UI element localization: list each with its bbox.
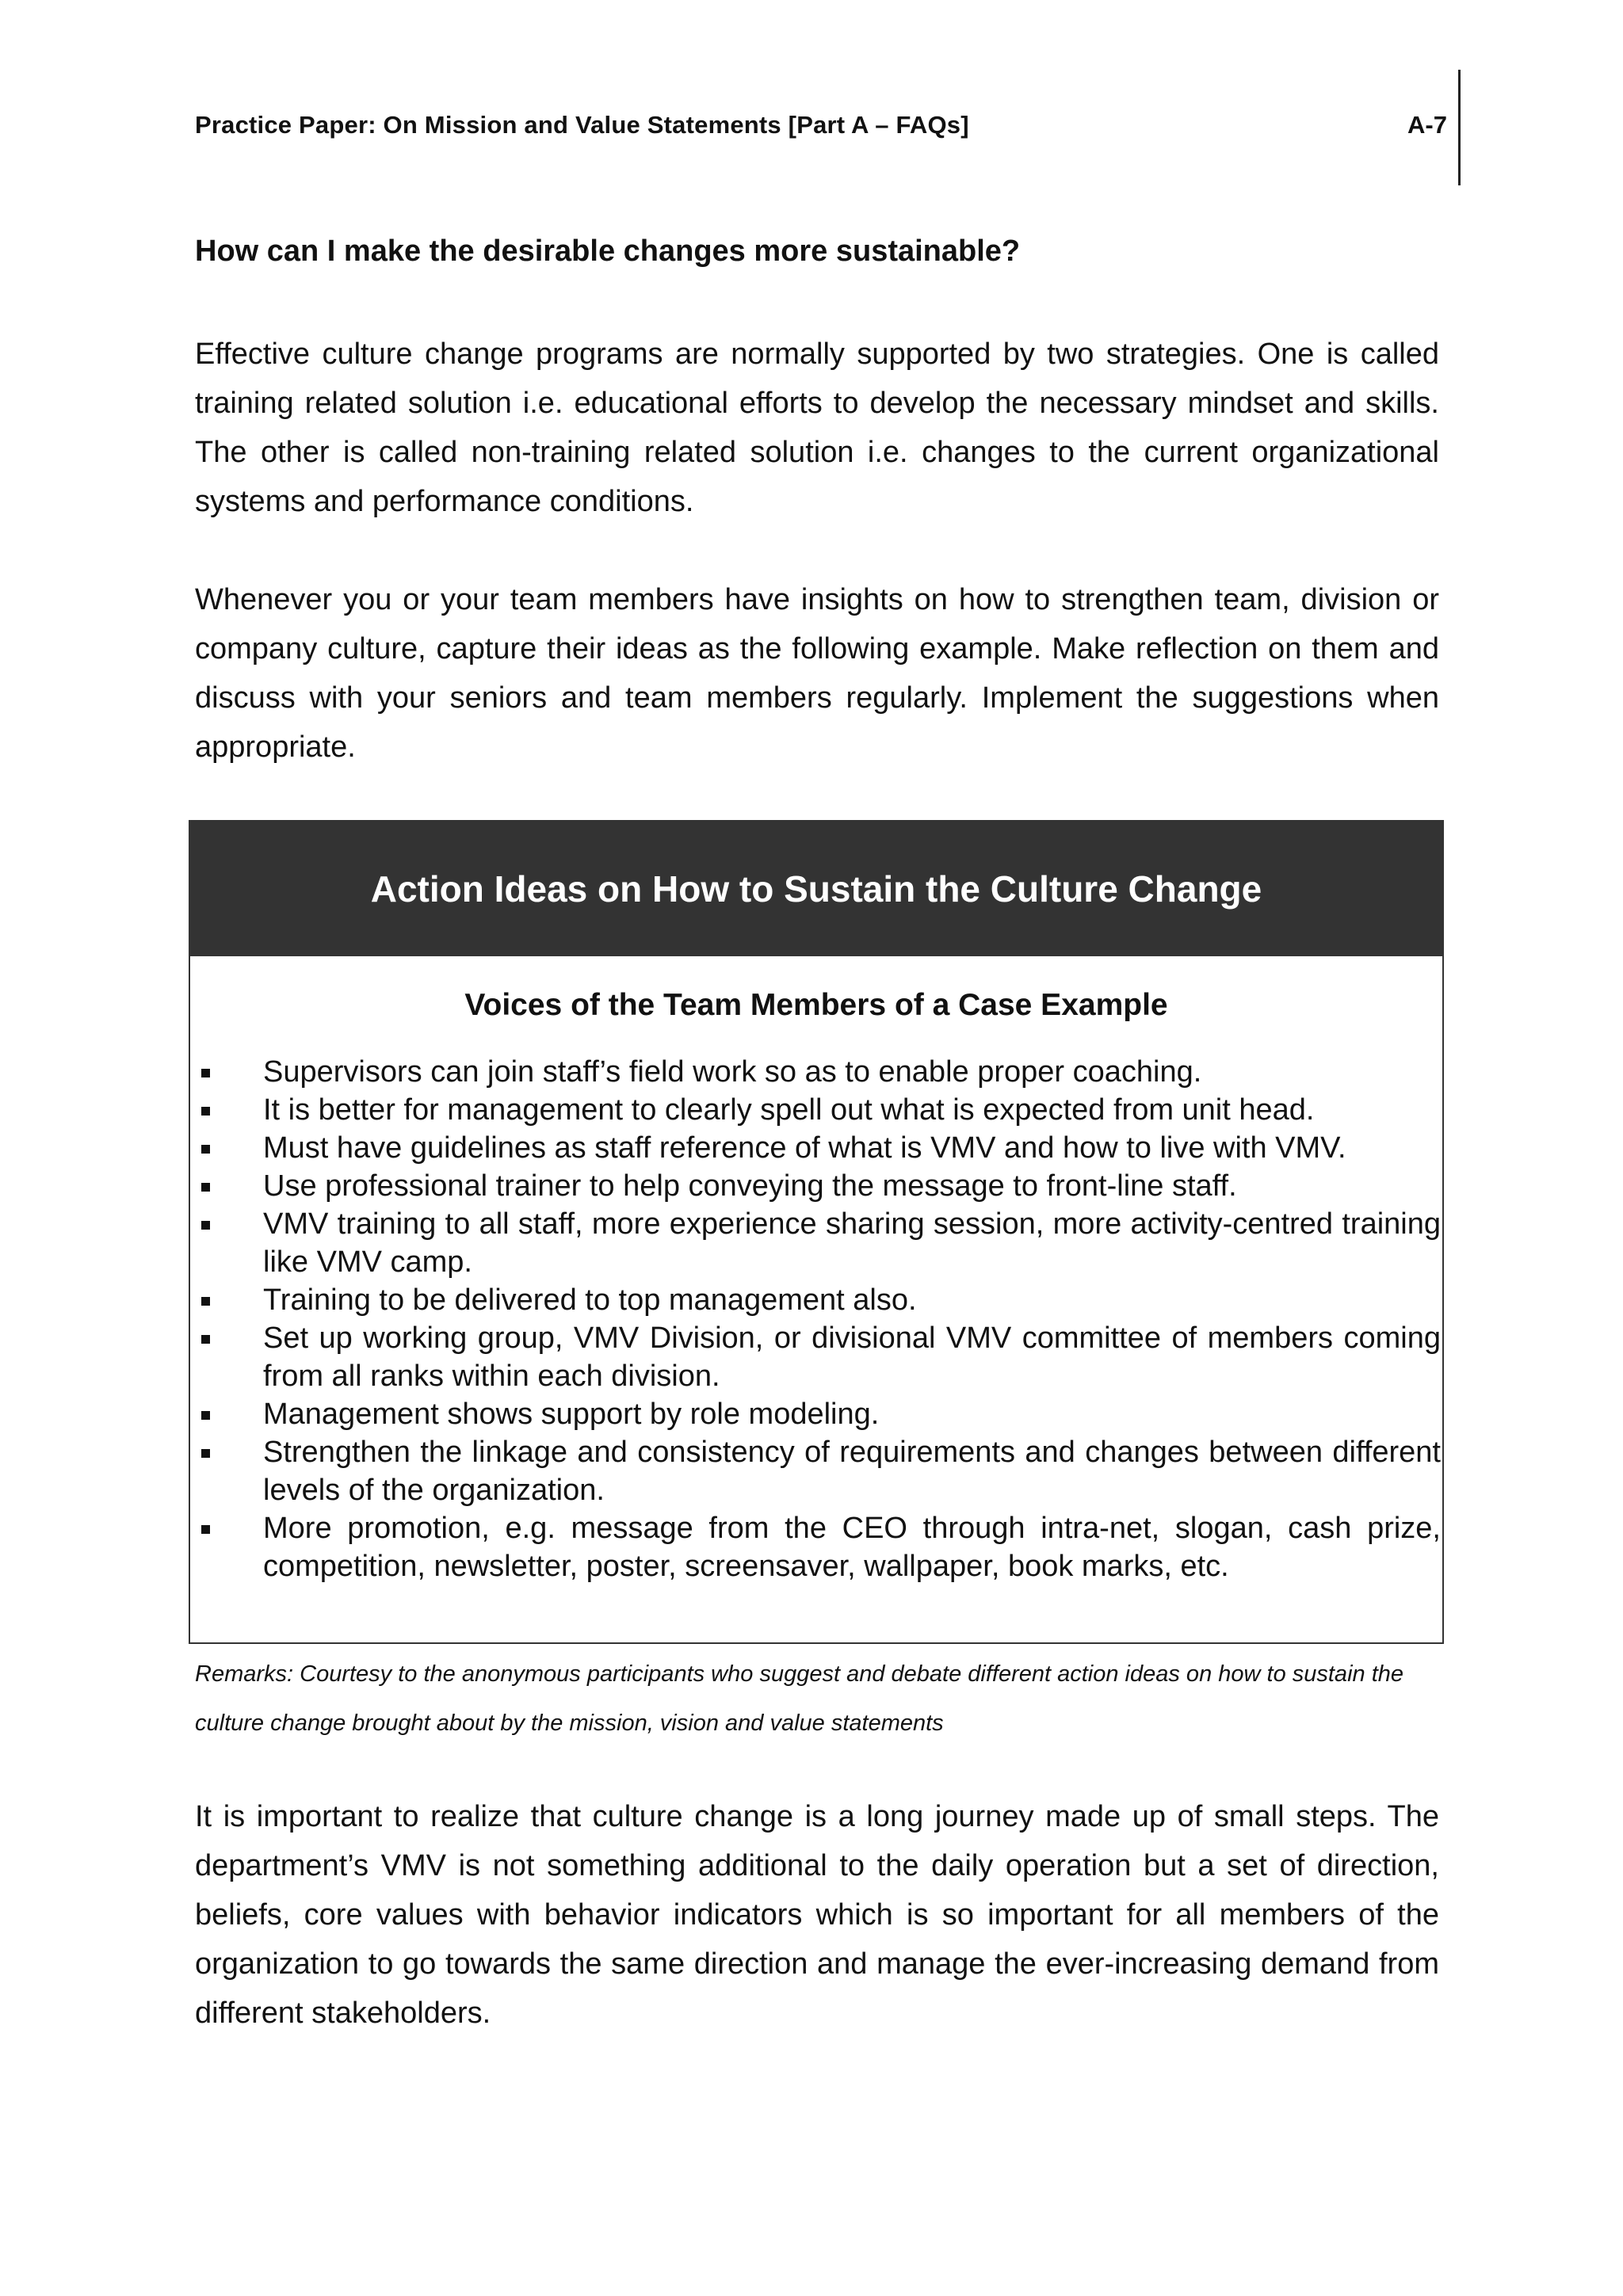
action-ideas-list: [190, 1053, 1442, 1585]
square-bullet-icon: [201, 1069, 210, 1077]
square-bullet-icon: [201, 1411, 210, 1420]
running-header-title: Practice Paper: On Mission and Value Statements [Part A – FAQs]: [195, 111, 969, 139]
list-item: [190, 1319, 1442, 1395]
action-ideas-box-subtitle: Voices of the Team Members of a Case Example: [464, 988, 1168, 1022]
list-item-text: Training to be delivered to top management also.: [263, 1283, 917, 1317]
paragraph-strategies: Effective culture change programs are normally supported by two strategies. One is called training related solution i.e. educational efforts to develop the necessary mindset and skills. The other is called non-training related solution i.e. changes to the current organizational systems and performance conditions.: [195, 338, 1439, 518]
list-item: [190, 1281, 1442, 1319]
list-item: [190, 1433, 1442, 1509]
list-item-text: Set up working group, VMV Division, or divisional VMV committee of members coming from all ranks within each division.: [263, 1322, 1441, 1393]
list-item: [190, 1091, 1442, 1129]
square-bullet-icon: [201, 1525, 210, 1534]
square-bullet-icon: [201, 1145, 210, 1154]
square-bullet-icon: [201, 1183, 210, 1192]
square-bullet-icon: [201, 1335, 210, 1344]
square-bullet-icon: [201, 1107, 210, 1116]
paragraph-conclusion: It is important to realize that culture change is a long journey made up of small steps. The department’s VMV is not something additional to the daily operation but a set of direction, beliefs, core values with behavior indicators which is so important for all members of the organization to go towards the same direction and manage the ever-increasing demand from different stakeholders.: [195, 1800, 1439, 2030]
list-item-text: More promotion, e.g. message from the CEO through intra-net, slogan, cash prize, competition, newsletter, poster, screensaver, wallpaper, book marks, etc.: [263, 1512, 1441, 1583]
list-item: [190, 1167, 1442, 1205]
section-question-heading: How can I make the desirable changes more sustainable?: [195, 235, 1021, 268]
list-item-text: Supervisors can join staff’s field work so as to enable proper coaching.: [263, 1055, 1202, 1089]
page-number: A-7: [1407, 111, 1447, 139]
list-item-text: Must have guidelines as staff reference of what is VMV and how to live with VMV.: [263, 1131, 1346, 1165]
paragraph-insights: Whenever you or your team members have insights on how to strengthen team, division or company culture, capture their ideas as the following example. Make reflection on them and discuss with your seniors and team members regularly. Implement the suggestions when appropriate.: [195, 583, 1439, 764]
header-vertical-rule: [1458, 70, 1461, 185]
list-item: [190, 1205, 1442, 1281]
square-bullet-icon: [201, 1221, 210, 1230]
list-item-text: Strengthen the linkage and consistency of requirements and changes between different levels of the organization.: [263, 1436, 1441, 1507]
square-bullet-icon: [201, 1449, 210, 1458]
list-item-text: Management shows support by role modeling.: [263, 1398, 880, 1431]
remarks-caption: Remarks: Courtesy to the anonymous participants who suggest and debate different action ideas on how to sustain the culture change brought about by the mission, vision and value statements: [195, 1661, 1404, 1736]
action-ideas-box: [189, 820, 1444, 1644]
list-item: [190, 1509, 1442, 1585]
list-item-text: Use professional trainer to help conveying the message to front-line staff.: [263, 1169, 1237, 1203]
list-item-text: It is better for management to clearly spell out what is expected from unit head.: [263, 1093, 1315, 1127]
list-item: [190, 1129, 1442, 1167]
list-item: [190, 1395, 1442, 1433]
list-item-text: VMV training to all staff, more experience sharing session, more activity-centred training like VMV camp.: [263, 1207, 1441, 1279]
list-item: [190, 1053, 1442, 1091]
action-ideas-box-title: Action Ideas on How to Sustain the Culture Change: [190, 822, 1442, 956]
square-bullet-icon: [201, 1297, 210, 1306]
